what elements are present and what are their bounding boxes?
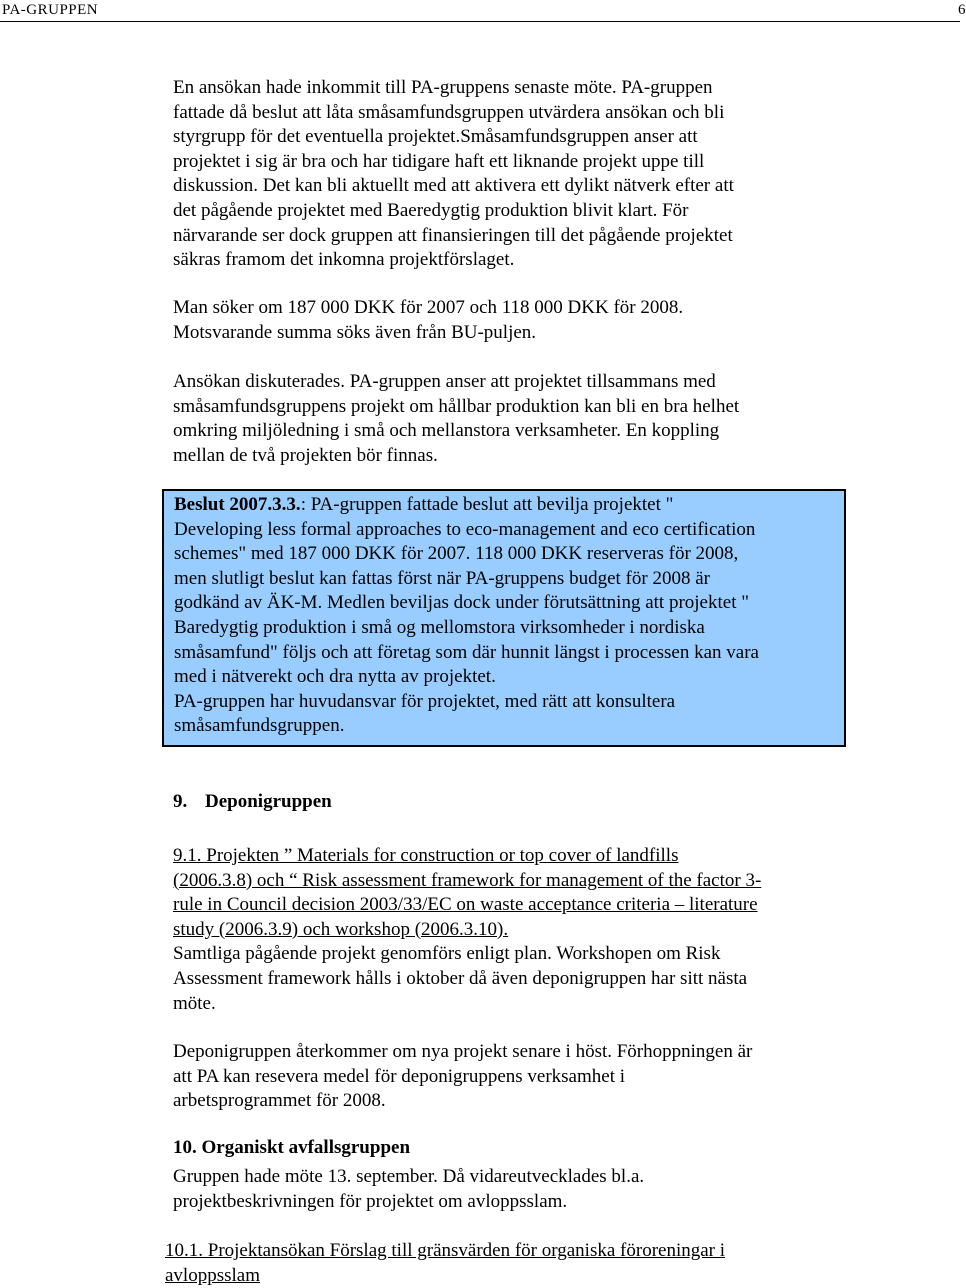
paragraph-text: Man söker om 187 000 DKK för 2007 och 118 000 DKK för 2008. Motsvarande summa söks även från BU-puljen. <box>173 297 684 343</box>
application-paragraph <box>173 76 833 273</box>
paragraph-text: Deponigruppen återkommer om nya projekt senare i höst. Förhoppningen är att PA kan resevera medel för deponigruppens verksamhet i arbetsprogrammet för 2008. <box>173 1041 753 1112</box>
paragraph-text: Ansökan diskuterades. PA-gruppen anser att projektet tillsammans med småsamfundsgruppens projekt om hållbar produktion kan bli en bra helhet omkring miljöledning i små och mellanstora verksamheter. En koppling mellan de två projekten bör finnas. <box>173 371 740 466</box>
page-number: 6 <box>958 2 966 18</box>
decision-body: : PA-gruppen fattade beslut att bevilja projektet " Developing less formal approaches to eco-management and eco certification schemes" med 187 000 DKK för 2007. 118 000 DKK reserveras för 2008, men slutligt beslut kan fattas först när PA-gruppens budget för 2008 är godkänd av ÄK-M. Medlen beviljas dock under förutsättning att projektet " Baredygtig produktion i små og mellomstora virksomheder i nordiska småsamfund" följs och att företag som där hunnit längst i processen kan vara med i nätverekt och dra nytta av projektet. PA-gruppen har huvudansvar för projektet, med rätt att konsultera småsamfundsgruppen. <box>174 494 759 737</box>
item-9-1-link[interactable]: 9.1. Projekten ” Materials for construction or top cover of landfills (2006.3.8) och “ Risk assessment framework for management of the factor 3- rule in Council decision 2003/33/EC on waste acceptance criteria – literature study (2006.3.9) och workshop (2006.3.10). <box>173 845 762 940</box>
section-title: Deponigruppen <box>205 791 332 812</box>
section-9-item <box>173 844 833 1016</box>
section-10-heading <box>173 1136 833 1161</box>
paragraph-text: En ansökan hade inkommit till PA-gruppens senaste möte. PA-gruppen fattade då beslut att låta småsamfundsgruppen utvärdera ansökan och bli styrgrupp för det eventuella projektet.Småsamfundsgruppen anser att projektet i sig är bra och har tidigare haft ett liknande projekt uppe till diskussion. Det kan bli aktuellt med att aktivera ett dylikt nätverk efter att det pågående projektet med Baeredygtig produktion blivit klart. För närvarande ser dock gruppen att finansieringen till det pågående projektet säkras framom det inkomna projektförslaget. <box>173 77 734 271</box>
section-number: 10. <box>173 1137 197 1158</box>
header-rule <box>0 21 960 22</box>
section-10-item <box>165 1239 825 1288</box>
item-10-1-link[interactable]: 10.1. Projektansökan Förslag till gränsvärden för organiska föroreningar i avloppsslam <box>165 1240 726 1286</box>
section-number: 9. <box>173 791 188 812</box>
decision-text <box>174 493 844 739</box>
section-9-heading <box>173 790 833 815</box>
paragraph-text: Gruppen hade möte 13. september. Då vidareutvecklades bl.a. projektbeskrivningen för projektet om avloppsslam. <box>173 1166 645 1212</box>
discussion-paragraph <box>173 370 833 468</box>
section-9-paragraph <box>173 1040 833 1114</box>
decision-label: Beslut 2007.3.3. <box>174 494 301 515</box>
section-title: Organiskt avfallsgruppen <box>201 1137 411 1158</box>
item-9-1-text: Samtliga pågående projekt genomförs enligt plan. Workshopen om Risk Assessment framework hålls i oktober då även deponigruppen har sitt nästa möte. <box>173 943 748 1014</box>
funding-paragraph <box>173 296 833 345</box>
header-title: PA-GRUPPEN <box>2 2 99 18</box>
page-header <box>0 0 966 22</box>
section-10-paragraph <box>173 1165 833 1214</box>
decision-box <box>162 489 846 747</box>
